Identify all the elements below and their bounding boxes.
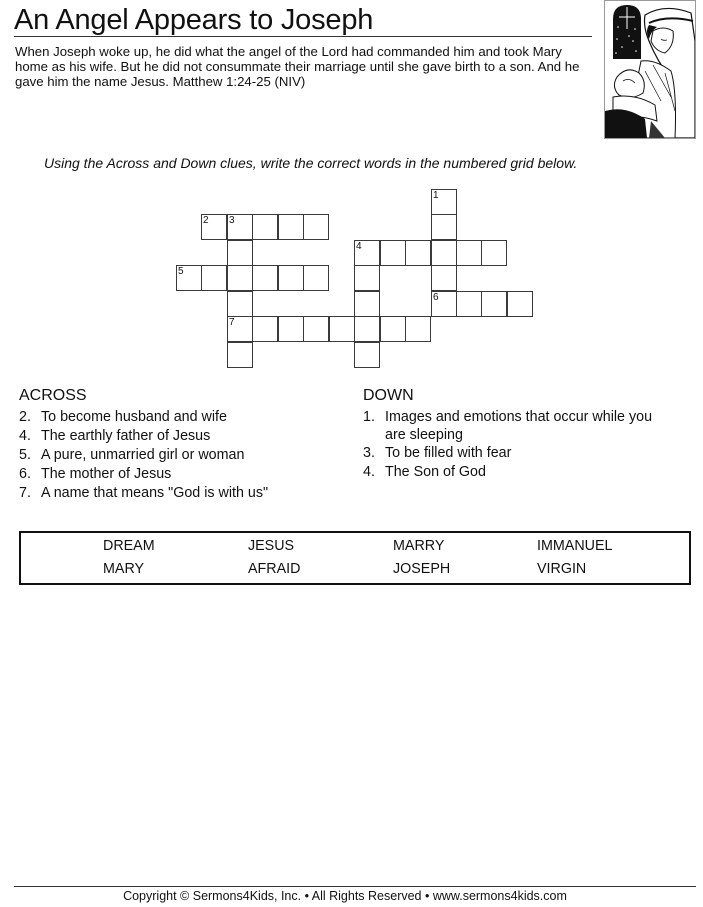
word-bank-word: JESUS (248, 538, 295, 554)
footer-rule (14, 886, 696, 887)
across-clue (19, 484, 268, 502)
clue-text: To become husband and wife (41, 409, 227, 425)
instructions: Using the Across and Down clues, write the correct words in the numbered grid below. (44, 155, 578, 171)
crossword-cell[interactable] (227, 316, 253, 342)
crossword-cell[interactable] (227, 265, 253, 291)
cell-number: 3 (229, 215, 235, 226)
crossword-cell[interactable] (431, 265, 457, 291)
crossword-cell[interactable] (481, 291, 507, 317)
cell-number: 6 (433, 292, 439, 303)
cell-number: 7 (229, 317, 235, 328)
crossword-cell[interactable] (329, 316, 355, 342)
crossword-cell[interactable] (227, 291, 253, 317)
crossword-cell[interactable] (252, 265, 278, 291)
clue-text: are sleeping (385, 427, 463, 443)
crossword-cell[interactable] (278, 214, 304, 240)
crossword-cell[interactable] (431, 240, 457, 266)
page-title: An Angel Appears to Joseph (14, 4, 374, 36)
crossword-cell[interactable] (252, 214, 278, 240)
crossword-cell[interactable] (227, 342, 253, 368)
clue-text: The earthly father of Jesus (41, 428, 211, 444)
clue-number: 2. (19, 409, 31, 425)
crossword-cell[interactable] (380, 316, 406, 342)
across-clue (19, 446, 244, 464)
crossword-cell[interactable] (431, 189, 457, 215)
clue-number: 7. (19, 485, 31, 501)
across-heading: ACROSS (19, 387, 87, 404)
clue-number: 6. (19, 466, 31, 482)
down-clue (363, 444, 511, 462)
clue-number: 4. (363, 464, 375, 480)
crossword-cell[interactable] (354, 316, 380, 342)
nativity-illustration (604, 0, 696, 139)
crossword-cell[interactable] (252, 316, 278, 342)
clue-text: The Son of God (385, 464, 486, 480)
clue-number: 4. (19, 428, 31, 444)
down-heading: DOWN (363, 387, 414, 404)
crossword-cell[interactable] (507, 291, 533, 317)
crossword-cell[interactable] (278, 316, 304, 342)
word-bank-word: MARY (103, 561, 145, 577)
crossword-cell[interactable] (354, 342, 380, 368)
cell-number: 2 (203, 215, 209, 226)
across-clue (19, 427, 210, 445)
clue-text: A name that means "God is with us" (41, 485, 269, 501)
crossword-cell[interactable] (431, 291, 457, 317)
word-bank-word: DREAM (103, 538, 155, 554)
down-clue (363, 463, 486, 481)
across-clue (19, 408, 227, 426)
crossword-cell[interactable] (303, 316, 329, 342)
copyright-footer: Copyright © Sermons4Kids, Inc. • All Rights Reserved • www.sermons4kids.com (123, 889, 567, 903)
word-bank-word: MARRY (393, 538, 445, 554)
cell-number: 1 (433, 190, 439, 201)
clue-text: A pure, unmarried girl or woman (41, 447, 245, 463)
crossword-cell[interactable] (176, 265, 202, 291)
cell-number: 4 (356, 241, 362, 252)
word-bank-word: VIRGIN (537, 561, 587, 577)
crossword-cell[interactable] (303, 265, 329, 291)
nativity-illustration-icon (605, 1, 695, 138)
crossword-cell[interactable] (405, 316, 431, 342)
clue-text: Images and emotions that occur while you (385, 409, 653, 425)
scripture-verse: When Joseph woke up, he did what the angel of the Lord had commanded him and took Mary home as his wife. But he did not consummate their marriage until she gave birth to a son. And he gave him the name Jesus. Matthew 1:24-25 (NIV) (15, 44, 580, 89)
crossword-cell[interactable] (201, 214, 227, 240)
crossword-cell[interactable] (303, 214, 329, 240)
across-clue (19, 465, 171, 483)
crossword-cell[interactable] (354, 240, 380, 266)
crossword-cell[interactable] (456, 240, 482, 266)
title-underline (14, 36, 592, 37)
down-clue (363, 408, 652, 426)
clue-number: 1. (363, 409, 375, 425)
clue-text: To be filled with fear (385, 445, 512, 461)
word-bank-word: JOSEPH (393, 561, 451, 577)
word-bank-word: AFRAID (248, 561, 301, 577)
clue-number: 3. (363, 445, 375, 461)
crossword-cell[interactable] (201, 265, 227, 291)
crossword-cell[interactable] (481, 240, 507, 266)
crossword-cell[interactable] (354, 291, 380, 317)
crossword-cell[interactable] (405, 240, 431, 266)
crossword-cell[interactable] (354, 265, 380, 291)
crossword-cell[interactable] (431, 214, 457, 240)
word-bank-word: IMMANUEL (537, 538, 613, 554)
clue-number: 5. (19, 447, 31, 463)
crossword-cell[interactable] (278, 265, 304, 291)
crossword-cell[interactable] (456, 291, 482, 317)
crossword-cell[interactable] (227, 240, 253, 266)
down-clue-continuation (363, 426, 463, 444)
clue-text: The mother of Jesus (41, 466, 172, 482)
cell-number: 5 (178, 266, 184, 277)
crossword-cell[interactable] (380, 240, 406, 266)
crossword-cell[interactable] (227, 214, 253, 240)
